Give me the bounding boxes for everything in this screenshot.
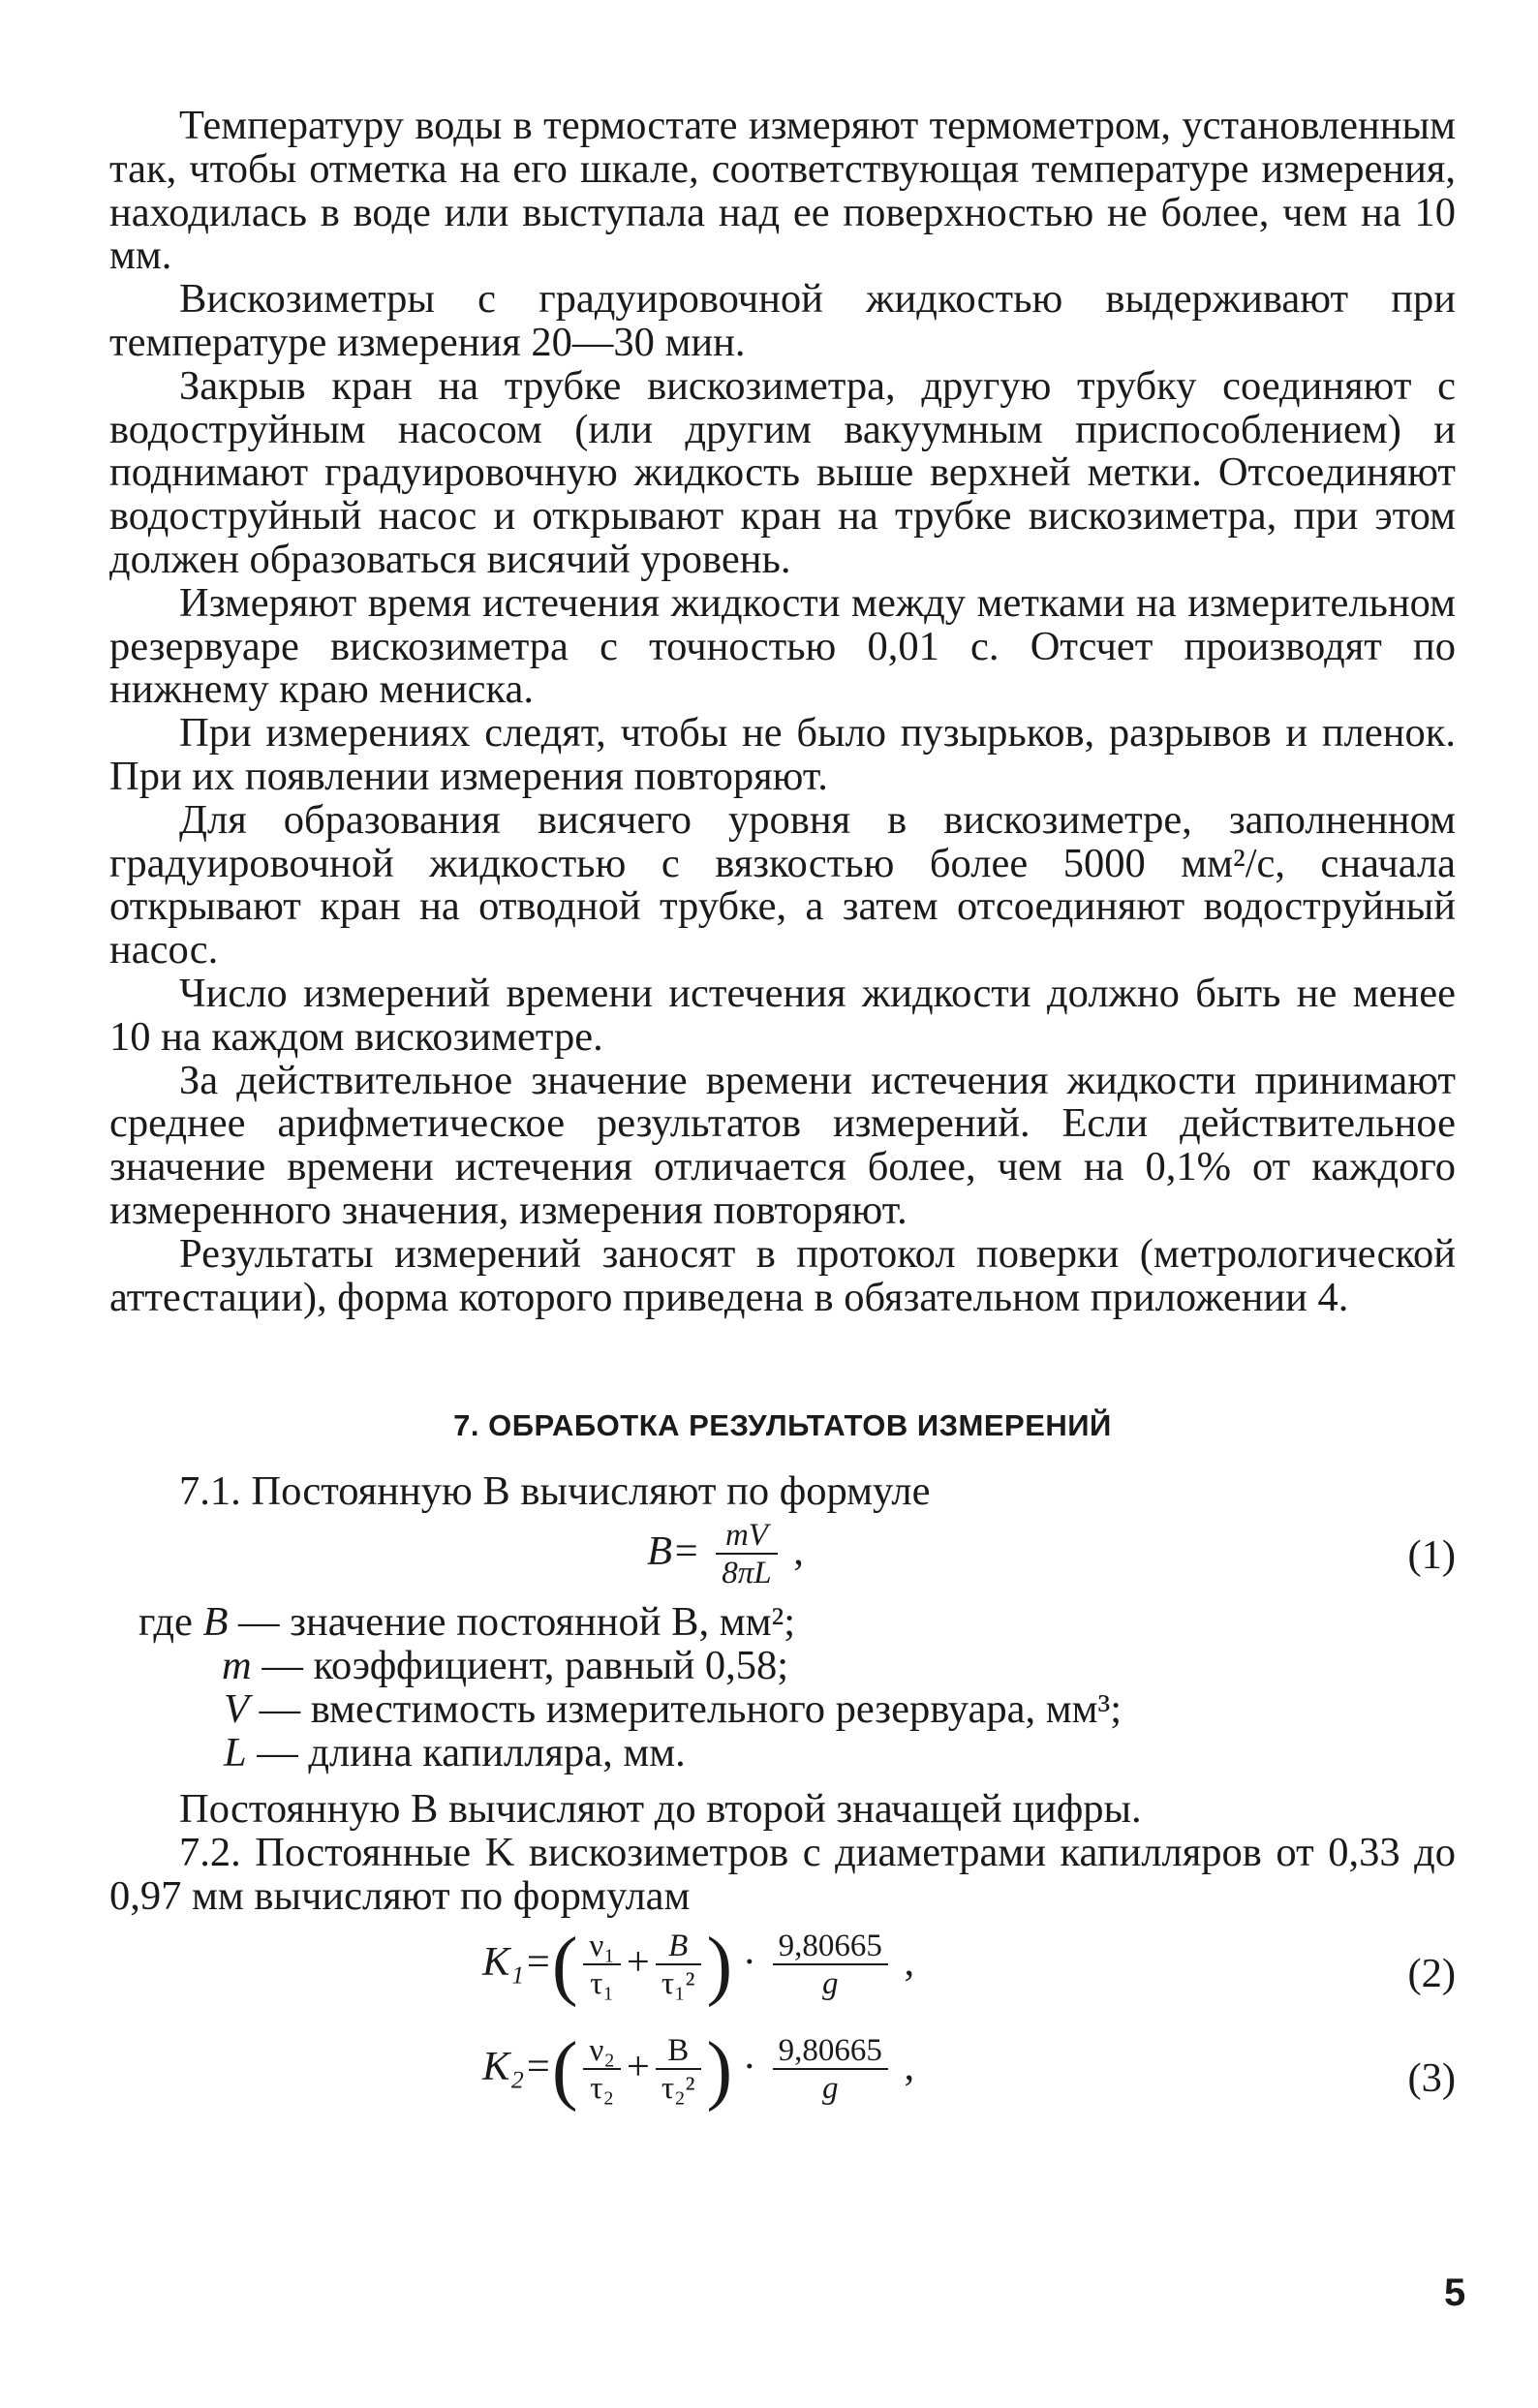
- left-paren: (: [551, 1922, 578, 2008]
- formula-2: [109, 1922, 1456, 2025]
- fraction-numerator: 9,80665: [773, 1929, 888, 1965]
- legend-symbol: m: [222, 1642, 252, 1688]
- paragraph-digits: Постоянную B вычисляют до второй значащей цифры.: [179, 1786, 1142, 1833]
- paragraph: Вискозиметры с градуировочной жидкостью выдерживают при температуре измерения 20—30 мин.: [109, 276, 1456, 365]
- formula-lhs: K₂=: [482, 2043, 552, 2089]
- paragraph-7-2: 7.2. Постоянные K вискозиметров с диаметрами капилляров от 0,33 до 0,97 мм вычисляют по формулам: [109, 1830, 1456, 1919]
- fraction-numerator: B: [656, 1929, 701, 1965]
- fraction-numerator: 9,80665: [773, 2033, 888, 2070]
- right-paren: ): [706, 2026, 733, 2113]
- formula-fraction: [583, 2033, 620, 2107]
- formula-3: [109, 2026, 1456, 2130]
- formula-fraction: [656, 2033, 701, 2107]
- paragraph-7-1: 7.1. Постоянную B вычисляют по формуле: [179, 1468, 931, 1515]
- legend-item: [109, 1642, 1456, 1688]
- plus-sign: +: [626, 2043, 650, 2089]
- paragraph: За действительное значение времени истечения жидкости принимают среднее арифметическое результатов измерений. Если действительное значение времени истечения отличается более, чем на 0,1% от каждого измеренного значения, измерения повторяют.: [109, 1057, 1456, 1233]
- formula-number: (1): [1407, 1532, 1456, 1579]
- right-paren: ): [706, 1922, 733, 2008]
- formula-comma: ,: [904, 2043, 915, 2089]
- formula-comma: ,: [904, 1938, 915, 1985]
- legend-symbol: V: [224, 1685, 249, 1732]
- legend-text: — длина капилляра, мм.: [257, 1729, 686, 1775]
- page-number: 5: [1444, 2271, 1466, 2314]
- formula-lhs: B=: [647, 1528, 700, 1574]
- formula-number: (2): [1407, 1950, 1456, 1996]
- formula-fraction: [583, 1929, 620, 2002]
- plus-sign: +: [626, 1938, 650, 1985]
- paragraph: При измерениях следят, чтобы не было пузырьков, разрывов и пленок. При их появлении измерения повторяют.: [109, 710, 1456, 799]
- formula-fraction: [656, 1929, 701, 2002]
- fraction-numerator: ν₁: [583, 1929, 620, 1965]
- formula-number: (3): [1407, 2054, 1456, 2101]
- formula-fraction: [773, 1929, 888, 2002]
- legend-text: — коэффициент, равный 0,58;: [261, 1642, 789, 1688]
- fraction-denominator: τ₂: [590, 2070, 615, 2106]
- paragraph: Для образования висячего уровня в вискозиметре, заполненном градуировочной жидкостью с вязкостью более 5000 мм²/с, сначала открывают кран на отводной трубке, а затем отсоединяют водоструйный насос.: [109, 796, 1456, 973]
- legend-text: — вместимость измерительного резервуара, мм³;: [259, 1685, 1123, 1732]
- page-body: [109, 105, 1456, 2130]
- fraction-denominator: g: [821, 2070, 839, 2106]
- fraction-denominator: 8πL: [722, 1556, 772, 1591]
- paragraph: Результаты измерений заносят в протокол поверки (метрологической аттестации), форма которого приведена в обязательном приложении 4.: [109, 1230, 1456, 1320]
- fraction-numerator: ν₂: [583, 2033, 620, 2070]
- formula-legend: [109, 1601, 1456, 1775]
- multiply-dot: ·: [742, 2043, 756, 2089]
- fraction-denominator: τ₁: [590, 1965, 615, 2001]
- formula-fraction: [716, 1518, 777, 1591]
- formula-1: [109, 1518, 1456, 1595]
- paragraph: Измеряют время истечения жидкости между метками на измерительном резервуаре вискозиметра с точностью 0,01 с. Отсчет производят по нижнему краю мениска.: [109, 579, 1456, 713]
- formula-fraction: [773, 2033, 888, 2107]
- legend-text: — значение постоянной B, мм²;: [238, 1599, 796, 1646]
- fraction-numerator: mV: [716, 1518, 777, 1555]
- section-heading: 7. ОБРАБОТКА РЕЗУЛЬТАТОВ ИЗМЕРЕНИЙ: [453, 1408, 1112, 1443]
- fraction-denominator: g: [821, 1965, 839, 2001]
- legend-item: [109, 1729, 1456, 1775]
- paragraph: Число измерений времени истечения жидкости должно быть не менее 10 на каждом вискозиметре.: [109, 970, 1456, 1060]
- legend-symbol: L: [224, 1729, 247, 1775]
- formula-lhs: K₁=: [482, 1938, 552, 1985]
- multiply-dot: ·: [742, 1938, 756, 1985]
- legend-prefix: где: [138, 1599, 193, 1646]
- legend-item: [109, 1601, 1456, 1645]
- legend-item: [109, 1685, 1456, 1732]
- formula-comma: ,: [793, 1528, 804, 1574]
- paragraph: Температуру воды в термостате измеряют термометром, установленным так, чтобы отметка на его шкале, соответствующая температуре измерения, находилась в воде или выступала над ее поверхностью не более, чем на 10 мм.: [109, 103, 1456, 279]
- legend-symbol: B: [202, 1599, 229, 1646]
- paragraph: Закрыв кран на трубке вискозиметра, другую трубку соединяют с водоструйным насосом (или другим вакуумным приспособлением) и поднимают градуировочную жидкость выше верхней метки. Отсоединяют водоструйный насос и открывают кран на трубке вискозиметра, при этом должен образоваться висячий уровень.: [109, 362, 1456, 582]
- fraction-denominator: τ₁²: [661, 1965, 695, 2001]
- fraction-denominator: τ₂²: [661, 2070, 695, 2106]
- left-paren: (: [551, 2026, 578, 2113]
- fraction-numerator: B: [656, 2033, 701, 2070]
